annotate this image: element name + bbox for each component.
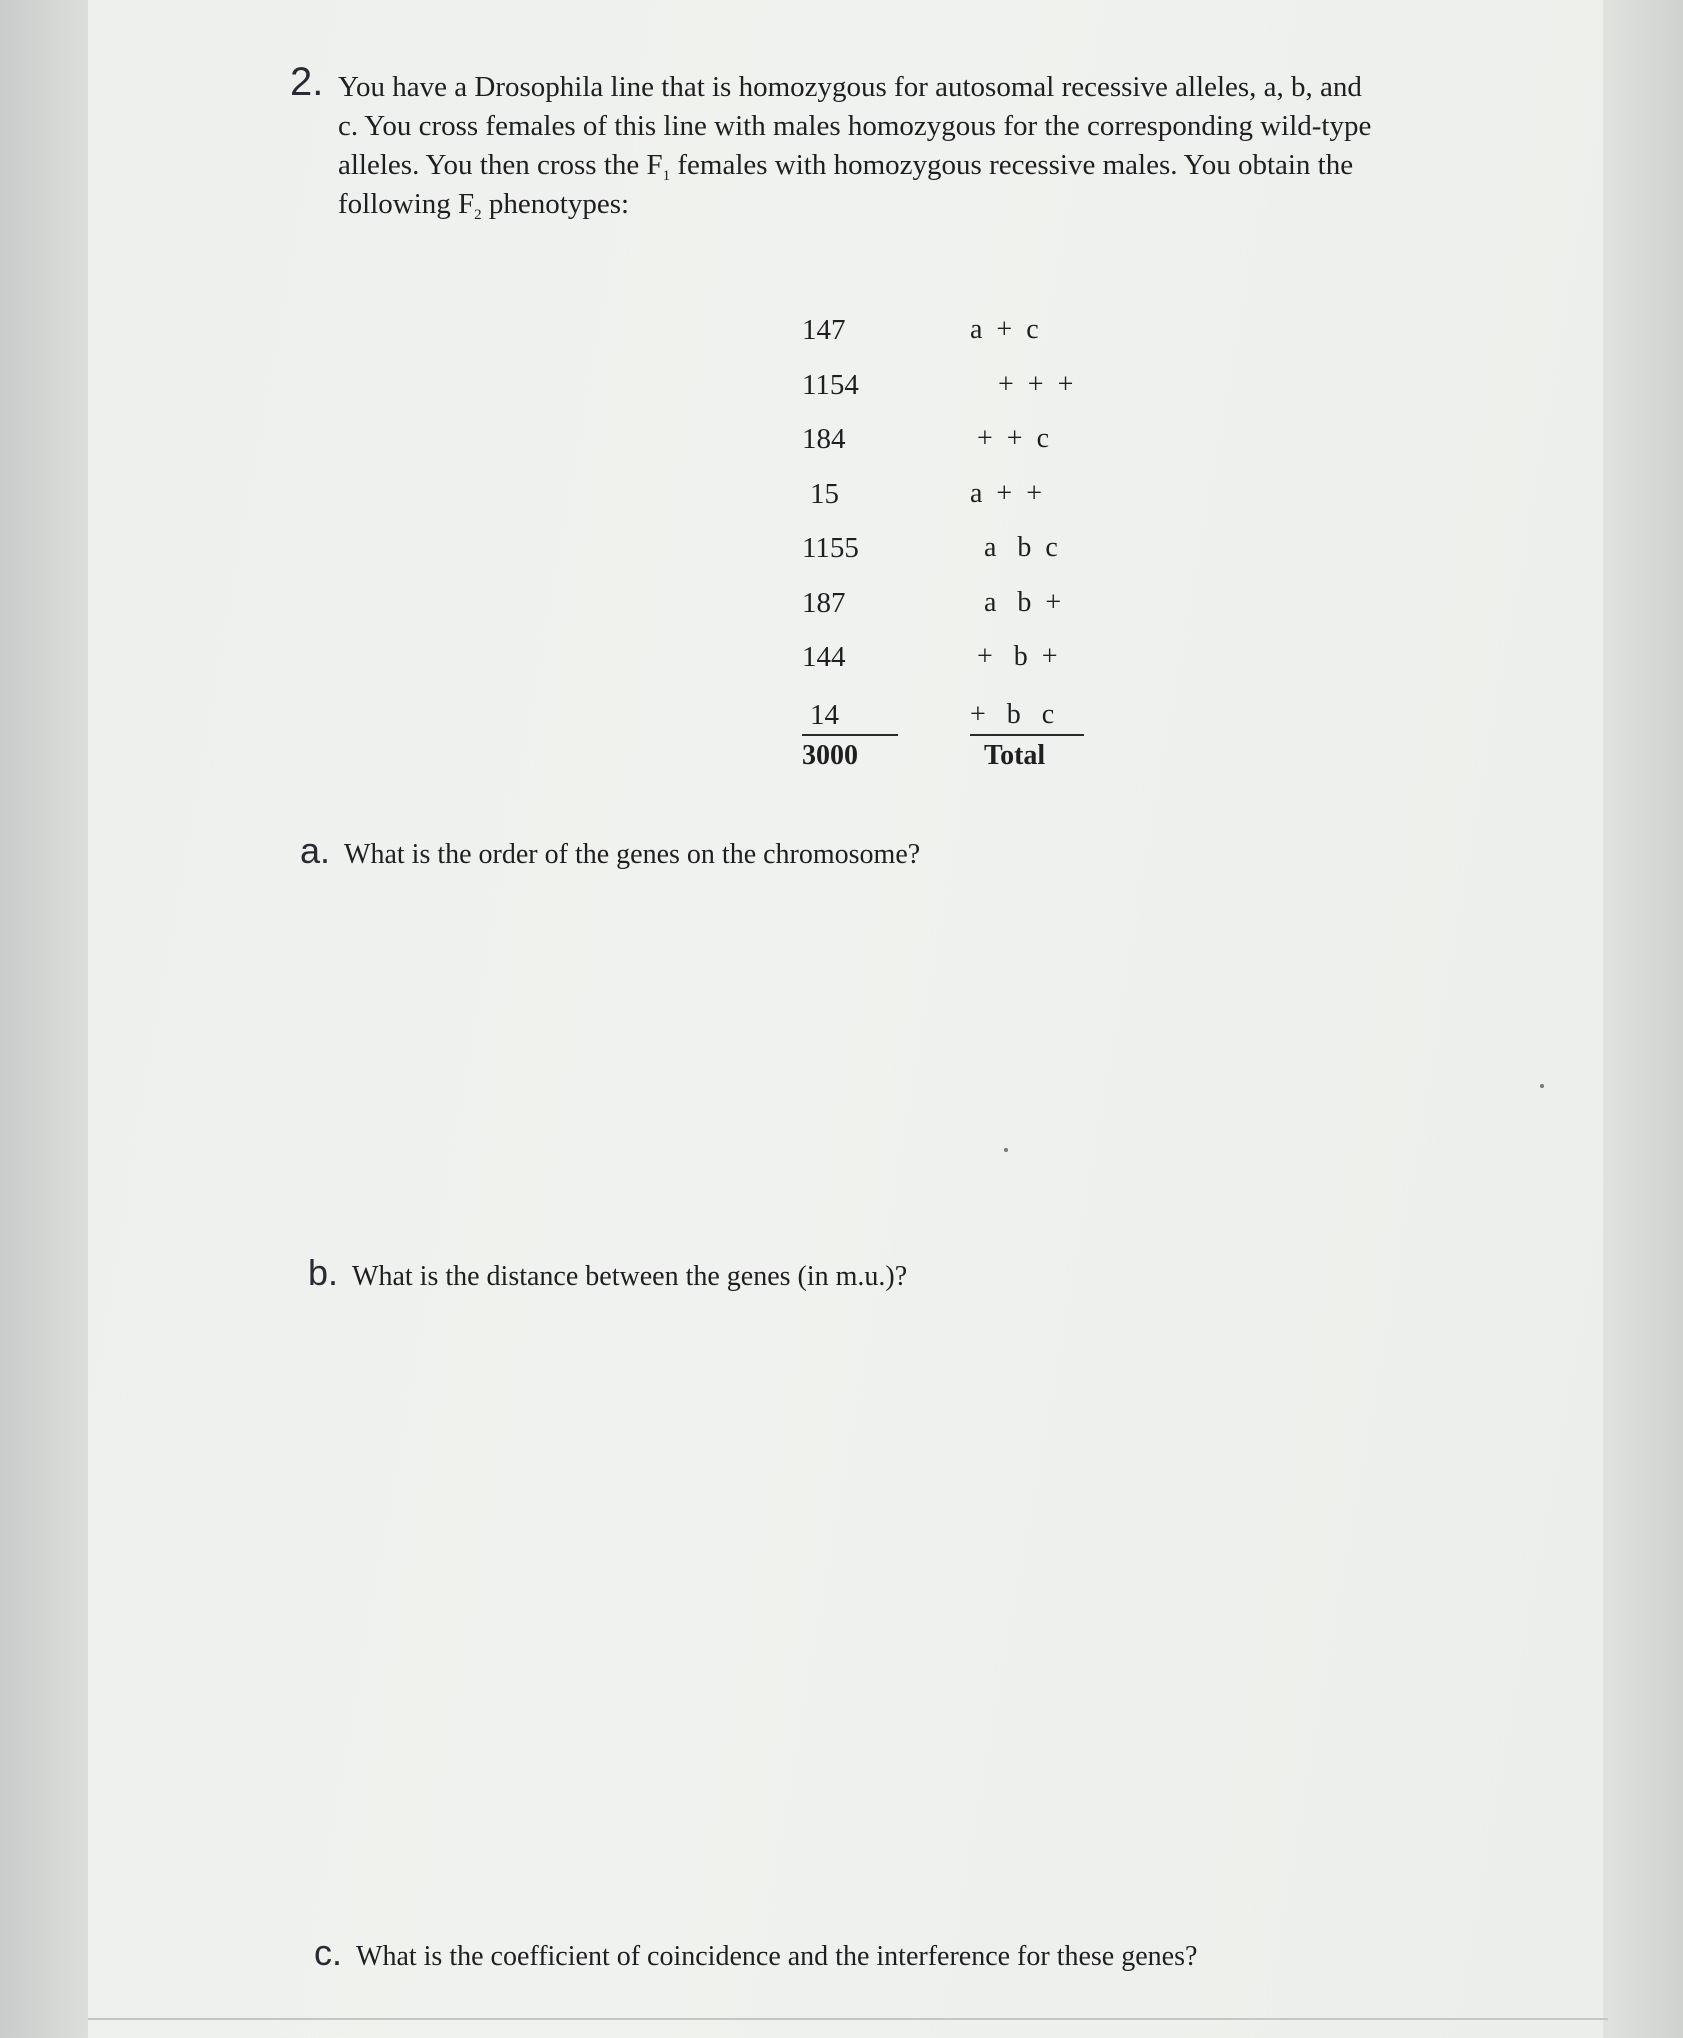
part-c-question [314,1932,1197,1974]
paper-speck [1540,1084,1544,1088]
total-count: 3000 [802,739,858,771]
phenotype-genotypes-column [970,310,1160,776]
genotype-cell: + b c [970,696,1084,736]
count-cell: 147 [802,314,846,346]
part-c-marker: c. [314,1932,343,1973]
question-line-4 [338,185,1458,224]
genotype-cell: a + c [970,314,1039,345]
count-cell: 184 [802,423,846,455]
question-line-2: c. You cross females of this line with males homozygous for the corresponding wild-type [338,110,1372,142]
part-b-question [308,1252,907,1294]
genotype-cell: + + + [970,368,1074,400]
question-line-4a: following F [338,188,475,220]
part-a-question [300,830,920,872]
page-right-shadow [1603,0,1683,2038]
count-cell: 1154 [802,368,859,401]
part-c-text: What is the coefficient of coincidence and the interference for these genes? [356,1941,1198,1972]
question-text [338,68,1458,224]
f1-subscript: 1 [662,168,671,184]
genotype-cell: a b c [970,532,1058,563]
part-a-marker: a. [300,830,331,871]
count-cell: 187 [802,586,846,619]
question-line-3a: alleles. You then cross the F [338,149,663,181]
question-number: 2. [290,60,324,104]
phenotype-counts-column [802,310,898,776]
paper-sheet [88,0,1608,2038]
total-label: Total [984,739,1046,771]
question-line-3b: females with homozygous recessive males. You obtain the [677,149,1354,181]
genotype-cell: a b + [970,586,1062,618]
paper-speck [1004,1148,1008,1152]
f2-subscript: 2 [474,207,482,223]
page-left-shadow [0,0,92,2038]
bottom-rule [88,2018,1608,2020]
count-cell: 1155 [802,532,859,564]
genotype-cell: + + c [970,423,1050,454]
count-cell: 144 [802,641,846,673]
genotype-cell: + b + [970,641,1058,672]
count-cell: 14 [802,696,898,736]
count-cell: 15 [810,477,839,510]
part-b-marker: b. [308,1252,339,1293]
part-b-text: What is the distance between the genes (in m.u.)? [352,1261,908,1292]
question-line-4b: phenotypes: [488,188,630,220]
genotype-cell: a + + [970,477,1043,509]
part-a-text: What is the order of the genes on the chromosome? [344,839,921,870]
question-line-1: You have a Drosophila line that is homozygous for autosomal recessive alleles, a, b, and [338,71,1362,103]
question-line-3 [338,146,1458,185]
